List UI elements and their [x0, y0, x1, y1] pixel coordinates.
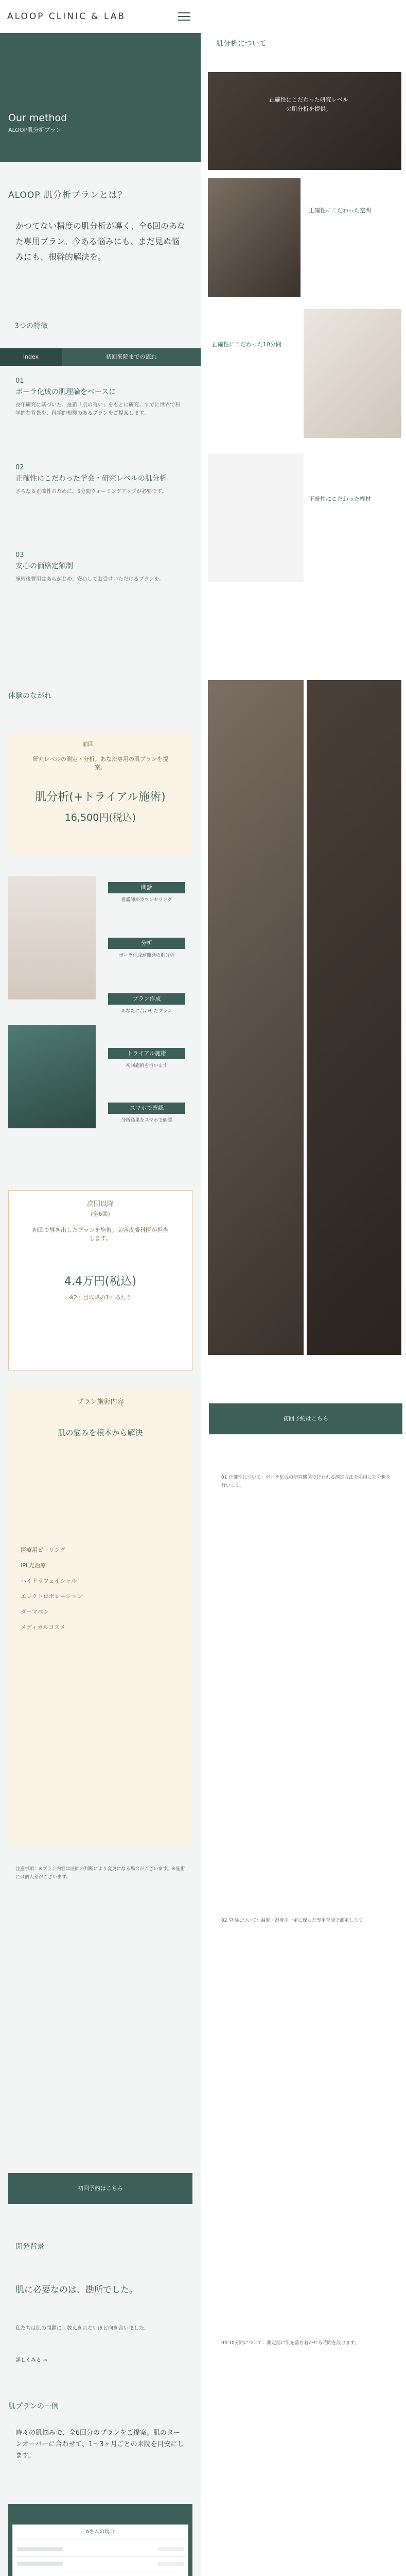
- feature-title: 正確性にこだわった学会・研究レベルの肌分析: [15, 474, 167, 483]
- hero-subtitle: ALOOP肌分析プラン: [8, 127, 62, 133]
- analysis-note: 02 空間について：温度・湿度を一定に保った専用空間で測定します。: [221, 1918, 367, 1923]
- card-head: Aさんの場合: [13, 2525, 188, 2539]
- step-chip: スマホで確認: [108, 1103, 185, 1114]
- tab-flow[interactable]: 初回来院までの流れ: [105, 353, 157, 360]
- feature-desc: 施術後費用はあらかじめ、安心してお受けいただけるプランを。: [15, 577, 165, 582]
- analysis-caption: 正確性にこだわった10分間: [212, 341, 281, 348]
- first-visit-label: 前回: [82, 741, 94, 748]
- smartphone-image: [8, 1025, 96, 1128]
- feature-item: [15, 464, 185, 496]
- analysis-caption: 正確性にこだわった研究レベルの肌分析を提供。: [269, 96, 348, 112]
- plan-text: 初回で導き出したプランを施術。美容皮膚科医が担当します。: [32, 1227, 168, 1242]
- plan-sub: (全6回): [91, 1211, 110, 1217]
- analysis-caption: 正確性にこだわった空間: [309, 207, 371, 214]
- example-card: [12, 2524, 188, 2576]
- feature-tabs: [0, 348, 201, 366]
- feature-desc: 長年研究に基づいた、最新「肌の習い」をもとに研究。すでに世界で科学的な背景を、科学的根拠のあるプランをご提案します。: [15, 402, 181, 416]
- feature-title: ボーラ化成の肌理論をベースに: [15, 388, 116, 396]
- intro-heading: ALOOP 肌分析プランとは？: [8, 190, 127, 200]
- hero-banner: [0, 33, 201, 162]
- analysis-note: 03 10分間について：測定前に肌を落ち着かせる時間を設けます。: [221, 2341, 359, 2346]
- menu-icon[interactable]: [178, 12, 190, 21]
- intro-lead: かつてない精度の肌分析が導く、全6回のあなた専用プラン。今ある悩みにも、まだ見ぬ悩みにも、根幹的解決を。: [15, 221, 185, 262]
- flow-title: 体験のながれ: [8, 692, 51, 700]
- first-visit-text: 研究レベルの測定・分析。あなた専用の肌プランを提案。: [32, 756, 168, 771]
- seat-item: メディカルコスメ: [21, 1624, 66, 1631]
- step-desc: 初回施術を行います: [126, 1063, 168, 1069]
- lounge-image-right: [307, 680, 401, 1355]
- step-chip: トライアル施術: [108, 1048, 185, 1059]
- step-chip: 問診: [108, 882, 185, 893]
- analysis-caption: 正確性にこだわった機材: [309, 496, 371, 502]
- feature-desc: さらなる正確性のために、5分間ウォーミングアップが必要です。: [15, 489, 167, 495]
- notes: 注意事項：※プラン内容は医師の判断により変更になる場合がございます。※施術には個人差がございます。: [15, 1867, 185, 1880]
- step-chip: プラン作成: [108, 993, 185, 1005]
- development-title: 開発背景: [15, 2243, 44, 2251]
- features-title: 3つの特徴: [14, 322, 48, 330]
- plan-label: 次回以降: [86, 1200, 114, 1208]
- feature-title: 安心の価格定額制: [15, 562, 73, 570]
- face-image: [304, 309, 401, 438]
- step-desc: 看護師がカウンセリング: [121, 897, 172, 903]
- plan-price: 4.4万円(税込): [64, 1275, 137, 1288]
- feature-number: 02: [15, 464, 24, 471]
- step-desc: あなたに合わせたプラン: [121, 1009, 172, 1014]
- seat-item: IPL光治療: [21, 1562, 46, 1569]
- analysis-room-image: [208, 72, 401, 170]
- step-desc: 分析結果をスマホで確認: [121, 1118, 172, 1123]
- development-sub: 私たちは肌の問題に、数えきれないほど向き合いました。: [15, 2326, 149, 2331]
- seat-item: エレクトロポレーション: [21, 1593, 83, 1600]
- tab-index[interactable]: Index: [0, 348, 62, 366]
- equipment-image: [208, 453, 304, 582]
- reserve-button[interactable]: 初回予約はこちら: [8, 2173, 192, 2204]
- feature-number: 01: [15, 377, 24, 385]
- step-desc: ボーラ化成が開発の肌分析: [118, 953, 174, 958]
- seat-item: ダーマペン: [21, 1608, 49, 1615]
- analysis-note: 01 正確性について：ボーラ化成の研究機関で行われる測定方法を応用した分析を行います。: [221, 1475, 391, 1488]
- portrait-image: [8, 876, 96, 999]
- analysis-title: 肌分析について: [216, 40, 267, 48]
- first-visit-price: 16,500円(税込): [64, 812, 136, 823]
- hero-title: Our method: [8, 112, 67, 124]
- seat-item: ハイドラフェイシャル: [21, 1578, 77, 1584]
- seat-head: 肌の悩みを根本から解決: [58, 1428, 143, 1437]
- plan-note: ※2回目以降の1回あたり: [68, 1294, 132, 1301]
- development-link[interactable]: 詳しくみる →: [15, 2358, 47, 2363]
- development-heading: 肌に必要なのは、勘所でした。: [15, 2285, 138, 2295]
- examples-desc: 時々の肌悩みで、全6回分のプランをご提案。肌のターンオーバーに合わせて、1〜3ヶ月ごとの来院を目安にします。: [15, 2429, 184, 2460]
- examples-title: 肌プランの一例: [8, 2402, 59, 2411]
- analysis-reserve-button[interactable]: 初回予約はこちら: [209, 1403, 402, 1434]
- feature-number: 03: [15, 551, 24, 559]
- seat-item: 医療用ピーリング: [21, 1547, 66, 1553]
- feature-item: [15, 377, 185, 418]
- lounge-image-left: [208, 680, 304, 1355]
- room-image: [208, 178, 301, 297]
- seat-title: プラン施術内容: [77, 1398, 124, 1406]
- header-logo[interactable]: ALOOP CLINIC & LAB: [7, 11, 126, 22]
- first-visit-title: 肌分析(+トライアル施術): [35, 791, 166, 804]
- step-chip: 分析: [108, 938, 185, 949]
- feature-item: [15, 551, 185, 584]
